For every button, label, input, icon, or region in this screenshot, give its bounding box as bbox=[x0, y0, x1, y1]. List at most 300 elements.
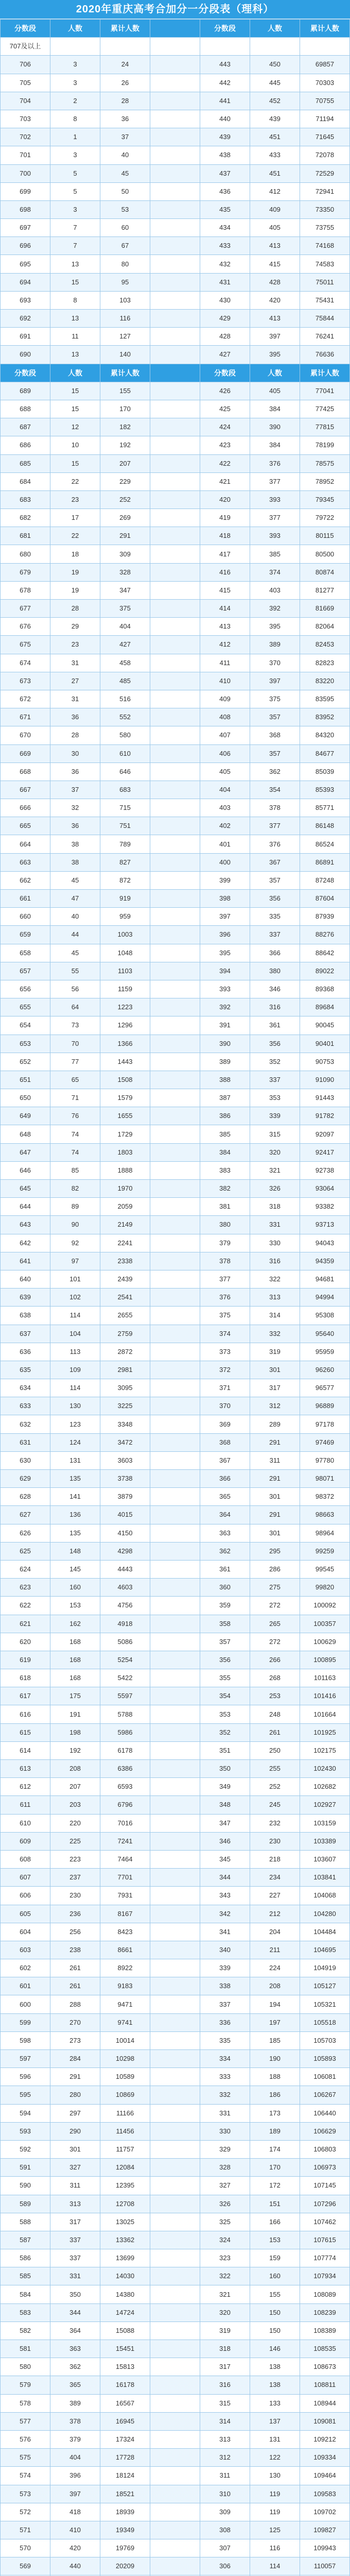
cell-cumulative-right bbox=[300, 38, 350, 56]
cell-count: 15 bbox=[50, 454, 100, 472]
cell-score-range-right: 340 bbox=[200, 1941, 250, 1959]
cell-count: 363 bbox=[50, 2340, 100, 2358]
table-row bbox=[1, 962, 350, 980]
cell-cumulative: 53 bbox=[100, 200, 150, 218]
cell-cumulative: 458 bbox=[100, 654, 150, 672]
cell-score-range: 637 bbox=[1, 1325, 50, 1343]
cell-count-right: 265 bbox=[250, 1615, 300, 1633]
cell-cumulative-right: 109583 bbox=[300, 2485, 350, 2503]
cell-score-range: 643 bbox=[1, 1216, 50, 1234]
cell-score-range: 602 bbox=[1, 1959, 50, 1977]
cell-cumulative: 16567 bbox=[100, 2394, 150, 2412]
cell-score-range-right: 386 bbox=[200, 1107, 250, 1125]
cell-spacer bbox=[150, 2177, 200, 2195]
cell-count-right: 133 bbox=[250, 2394, 300, 2412]
cell-cumulative: 14724 bbox=[100, 2303, 150, 2321]
cell-count-right: 393 bbox=[250, 527, 300, 545]
cell-score-range-right: 310 bbox=[200, 2485, 250, 2503]
cell-score-range: 697 bbox=[1, 219, 50, 237]
cell-count-right: 119 bbox=[250, 2485, 300, 2503]
cell-score-range-right: 357 bbox=[200, 1633, 250, 1651]
table-row bbox=[1, 1687, 350, 1705]
cell-cumulative: 15088 bbox=[100, 2321, 150, 2340]
cell-score-range: 670 bbox=[1, 726, 50, 744]
cell-spacer bbox=[150, 1107, 200, 1125]
cell-score-range: 628 bbox=[1, 1488, 50, 1506]
table-body bbox=[1, 38, 350, 2576]
cell-spacer bbox=[150, 472, 200, 490]
cell-score-range: 623 bbox=[1, 1579, 50, 1597]
cell-count-right: 405 bbox=[250, 382, 300, 400]
table-row bbox=[1, 2249, 350, 2267]
cell-count: 38 bbox=[50, 853, 100, 871]
table-row bbox=[1, 2557, 350, 2575]
cell-count: 404 bbox=[50, 2449, 100, 2467]
page-title: 2020年重庆高考合加分一分段表（理科） bbox=[0, 0, 350, 19]
cell-score-range: 603 bbox=[1, 1941, 50, 1959]
table-row bbox=[1, 2449, 350, 2467]
cell-score-range-right: 429 bbox=[200, 310, 250, 328]
cell-count: 36 bbox=[50, 762, 100, 781]
table-row bbox=[1, 1488, 350, 1506]
cell-count: 236 bbox=[50, 1905, 100, 1923]
table-row bbox=[1, 1470, 350, 1488]
cell-cumulative-right: 91782 bbox=[300, 1107, 350, 1125]
cell-cumulative-right: 78199 bbox=[300, 436, 350, 454]
cell-score-range-right: 323 bbox=[200, 2249, 250, 2267]
cell-count: 40 bbox=[50, 908, 100, 926]
cell-score-range: 636 bbox=[1, 1343, 50, 1361]
cell-score-range: 588 bbox=[1, 2213, 50, 2231]
table-row bbox=[1, 110, 350, 128]
cell-count-right: 433 bbox=[250, 146, 300, 164]
cell-count: 36 bbox=[50, 817, 100, 835]
cell-cumulative-right: 91443 bbox=[300, 1089, 350, 1107]
cell-count: 104 bbox=[50, 1325, 100, 1343]
cell-cumulative: 309 bbox=[100, 545, 150, 563]
cell-cumulative: 17324 bbox=[100, 2430, 150, 2448]
cell-cumulative: 2338 bbox=[100, 1252, 150, 1270]
cell-spacer bbox=[150, 400, 200, 418]
cell-count-right: 375 bbox=[250, 690, 300, 708]
cell-cumulative: 919 bbox=[100, 890, 150, 908]
cell-count: 207 bbox=[50, 1778, 100, 1796]
cell-cumulative-right: 73755 bbox=[300, 219, 350, 237]
cell-spacer bbox=[150, 835, 200, 853]
cell-cumulative-right: 100629 bbox=[300, 1633, 350, 1651]
cell-cumulative: 16178 bbox=[100, 2376, 150, 2394]
cell-count-right: 150 bbox=[250, 2321, 300, 2340]
cell-score-range-right: 358 bbox=[200, 1615, 250, 1633]
cell-score-range-right: 349 bbox=[200, 1778, 250, 1796]
cell-spacer bbox=[150, 998, 200, 1016]
cell-count-right: 390 bbox=[250, 418, 300, 436]
cell-count-right: 339 bbox=[250, 1107, 300, 1125]
cell-score-range: 629 bbox=[1, 1470, 50, 1488]
cell-score-range-right: 362 bbox=[200, 1542, 250, 1560]
cell-count: 337 bbox=[50, 2249, 100, 2267]
cell-count: 317 bbox=[50, 2213, 100, 2231]
cell-spacer bbox=[150, 310, 200, 328]
cell-cumulative: 4150 bbox=[100, 1524, 150, 1542]
cell-score-range-right: 309 bbox=[200, 2503, 250, 2521]
cell-score-range: 582 bbox=[1, 2321, 50, 2340]
cell-spacer bbox=[150, 890, 200, 908]
table-row bbox=[1, 1741, 350, 1759]
cell-score-range-right: 307 bbox=[200, 2539, 250, 2557]
cell-count-right: 393 bbox=[250, 490, 300, 509]
cell-cumulative-right: 102430 bbox=[300, 1760, 350, 1778]
cell-spacer bbox=[150, 1307, 200, 1325]
cell-count-right: 146 bbox=[250, 2340, 300, 2358]
table-row bbox=[1, 1597, 350, 1615]
cell-spacer bbox=[150, 2140, 200, 2158]
cell-score-range-right: 411 bbox=[200, 654, 250, 672]
cell-score-range: 578 bbox=[1, 2394, 50, 2412]
cell-score-range: 696 bbox=[1, 237, 50, 255]
cell-score-range-right: 分数段 bbox=[200, 364, 250, 382]
cell-score-range: 677 bbox=[1, 600, 50, 618]
cell-spacer bbox=[150, 1053, 200, 1071]
cell-score-range-right: 422 bbox=[200, 454, 250, 472]
cell-spacer bbox=[150, 1433, 200, 1451]
cell-count-right: 131 bbox=[250, 2430, 300, 2448]
cell-score-range-right: 412 bbox=[200, 636, 250, 654]
cell-count-right: 357 bbox=[250, 744, 300, 762]
cell-count: 29 bbox=[50, 618, 100, 636]
cell-cumulative: 3095 bbox=[100, 1379, 150, 1397]
cell-count: 8 bbox=[50, 291, 100, 309]
table-row bbox=[1, 581, 350, 599]
cell-score-range-right: 360 bbox=[200, 1579, 250, 1597]
cell-cumulative-right: 96260 bbox=[300, 1361, 350, 1379]
cell-score-range: 650 bbox=[1, 1089, 50, 1107]
cell-spacer bbox=[150, 1923, 200, 1941]
cell-spacer bbox=[150, 38, 200, 56]
cell-score-range: 674 bbox=[1, 654, 50, 672]
cell-spacer bbox=[150, 618, 200, 636]
cell-cumulative-right: 109334 bbox=[300, 2449, 350, 2467]
cell-cumulative: 140 bbox=[100, 346, 150, 364]
table-row bbox=[1, 418, 350, 436]
table-row bbox=[1, 853, 350, 871]
cell-cumulative-right: 87248 bbox=[300, 871, 350, 889]
table-row bbox=[1, 2267, 350, 2285]
cell-count-right: 301 bbox=[250, 1524, 300, 1542]
cell-score-range-right: 378 bbox=[200, 1252, 250, 1270]
table-row bbox=[1, 1198, 350, 1216]
cell-score-range-right: 381 bbox=[200, 1198, 250, 1216]
cell-cumulative-right: 90401 bbox=[300, 1035, 350, 1053]
cell-spacer bbox=[150, 2449, 200, 2467]
cell-count: 3 bbox=[50, 56, 100, 74]
table-row bbox=[1, 1307, 350, 1325]
cell-score-range: 601 bbox=[1, 1977, 50, 1995]
cell-cumulative-right: 98372 bbox=[300, 1488, 350, 1506]
cell-score-range-right: 376 bbox=[200, 1289, 250, 1307]
cell-cumulative: 18521 bbox=[100, 2485, 150, 2503]
cell-spacer bbox=[150, 962, 200, 980]
cell-count: 3 bbox=[50, 200, 100, 218]
cell-cumulative: 1003 bbox=[100, 926, 150, 944]
cell-cumulative-right: 79345 bbox=[300, 490, 350, 509]
cell-score-range-right: 403 bbox=[200, 799, 250, 817]
table-row bbox=[1, 708, 350, 726]
cell-score-range: 572 bbox=[1, 2503, 50, 2521]
cell-count-right: 173 bbox=[250, 2104, 300, 2122]
cell-cumulative: 552 bbox=[100, 708, 150, 726]
cell-score-range: 632 bbox=[1, 1415, 50, 1433]
cell-score-range-right: 373 bbox=[200, 1343, 250, 1361]
cell-score-range-right: 319 bbox=[200, 2321, 250, 2340]
cell-score-range-right: 414 bbox=[200, 600, 250, 618]
cell-cumulative-right: 92417 bbox=[300, 1143, 350, 1161]
cell-count: 82 bbox=[50, 1180, 100, 1198]
cell-count-right: 315 bbox=[250, 1125, 300, 1143]
cell-cumulative-right: 90045 bbox=[300, 1016, 350, 1035]
cell-cumulative-right: 98071 bbox=[300, 1470, 350, 1488]
cell-score-range: 608 bbox=[1, 1850, 50, 1868]
cell-count-right: 320 bbox=[250, 1143, 300, 1161]
cell-count: 11 bbox=[50, 328, 100, 346]
table-row bbox=[1, 1669, 350, 1687]
cell-spacer bbox=[150, 1125, 200, 1143]
cell-spacer bbox=[150, 1542, 200, 1560]
cell-spacer bbox=[150, 1705, 200, 1723]
cell-spacer bbox=[150, 219, 200, 237]
table-row bbox=[1, 2086, 350, 2104]
cell-cumulative: 13025 bbox=[100, 2213, 150, 2231]
cell-cumulative-right: 95308 bbox=[300, 1307, 350, 1325]
cell-cumulative-right: 92097 bbox=[300, 1125, 350, 1143]
cell-spacer bbox=[150, 2321, 200, 2340]
cell-score-range-right: 423 bbox=[200, 436, 250, 454]
cell-count-right: 353 bbox=[250, 1089, 300, 1107]
cell-cumulative: 11757 bbox=[100, 2140, 150, 2158]
cell-cumulative-right: 102682 bbox=[300, 1778, 350, 1796]
cell-score-range: 642 bbox=[1, 1234, 50, 1252]
cell-cumulative-right: 76636 bbox=[300, 346, 350, 364]
cell-spacer bbox=[150, 92, 200, 110]
cell-cumulative-right: 累计人数 bbox=[300, 364, 350, 382]
cell-score-range: 606 bbox=[1, 1887, 50, 1905]
cell-spacer bbox=[150, 581, 200, 599]
cell-score-range-right: 421 bbox=[200, 472, 250, 490]
cell-cumulative-right: 72078 bbox=[300, 146, 350, 164]
cell-cumulative: 2872 bbox=[100, 1343, 150, 1361]
cell-count: 440 bbox=[50, 2557, 100, 2575]
table-row bbox=[1, 817, 350, 835]
cell-cumulative: 1729 bbox=[100, 1125, 150, 1143]
cell-spacer bbox=[150, 1035, 200, 1053]
cell-count-right: 380 bbox=[250, 962, 300, 980]
cell-score-range: 638 bbox=[1, 1307, 50, 1325]
table-row bbox=[1, 2467, 350, 2485]
table-row bbox=[1, 2412, 350, 2430]
cell-score-range: 695 bbox=[1, 255, 50, 273]
cell-cumulative: 1443 bbox=[100, 1053, 150, 1071]
cell-score-range: 591 bbox=[1, 2159, 50, 2177]
cell-score-range: 589 bbox=[1, 2195, 50, 2213]
cell-score-range-right: 314 bbox=[200, 2412, 250, 2430]
cell-count-right: 224 bbox=[250, 1959, 300, 1977]
cell-count-right: 232 bbox=[250, 1814, 300, 1832]
cell-score-range-right: 336 bbox=[200, 2013, 250, 2031]
table-row bbox=[1, 1959, 350, 1977]
cell-count-right: 377 bbox=[250, 509, 300, 527]
cell-score-range-right: 308 bbox=[200, 2521, 250, 2539]
cell-cumulative: 404 bbox=[100, 618, 150, 636]
cell-spacer bbox=[150, 1143, 200, 1161]
cell-score-range: 614 bbox=[1, 1741, 50, 1759]
table-row bbox=[1, 1905, 350, 1923]
cell-cumulative: 24 bbox=[100, 56, 150, 74]
cell-spacer bbox=[150, 56, 200, 74]
cell-score-range-right: 397 bbox=[200, 908, 250, 926]
cell-score-range: 600 bbox=[1, 1995, 50, 2013]
cell-count: 313 bbox=[50, 2195, 100, 2213]
cell-spacer bbox=[150, 1451, 200, 1469]
cell-cumulative-right: 101163 bbox=[300, 1669, 350, 1687]
cell-spacer bbox=[150, 2159, 200, 2177]
cell-count: 364 bbox=[50, 2321, 100, 2340]
cell-cumulative-right: 90753 bbox=[300, 1053, 350, 1071]
cell-score-range-right: 354 bbox=[200, 1687, 250, 1705]
cell-score-range-right: 440 bbox=[200, 110, 250, 128]
cell-cumulative-right: 95959 bbox=[300, 1343, 350, 1361]
table-row bbox=[1, 1125, 350, 1143]
cell-cumulative: 229 bbox=[100, 472, 150, 490]
cell-count-right: 137 bbox=[250, 2412, 300, 2430]
cell-count-right: 316 bbox=[250, 998, 300, 1016]
cell-cumulative: 4443 bbox=[100, 1560, 150, 1578]
table-row bbox=[1, 2195, 350, 2213]
cell-spacer bbox=[150, 1415, 200, 1433]
cell-cumulative-right: 107145 bbox=[300, 2177, 350, 2195]
cell-cumulative: 872 bbox=[100, 871, 150, 889]
cell-score-range-right: 390 bbox=[200, 1035, 250, 1053]
cell-count: 44 bbox=[50, 926, 100, 944]
cell-score-range: 617 bbox=[1, 1687, 50, 1705]
cell-spacer bbox=[150, 255, 200, 273]
cell-score-range: 646 bbox=[1, 1161, 50, 1179]
cell-spacer bbox=[150, 2485, 200, 2503]
cell-count: 378 bbox=[50, 2412, 100, 2430]
cell-count: 350 bbox=[50, 2285, 100, 2303]
cell-score-range-right: 410 bbox=[200, 672, 250, 690]
cell-cumulative-right: 72941 bbox=[300, 182, 350, 200]
cell-cumulative: 5086 bbox=[100, 1633, 150, 1651]
cell-cumulative: 80 bbox=[100, 255, 150, 273]
cell-cumulative-right: 82064 bbox=[300, 618, 350, 636]
cell-count: 168 bbox=[50, 1669, 100, 1687]
cell-cumulative-right: 109943 bbox=[300, 2539, 350, 2557]
cell-count-right: 352 bbox=[250, 1053, 300, 1071]
cell-count: 418 bbox=[50, 2503, 100, 2521]
cell-count: 135 bbox=[50, 1524, 100, 1542]
cell-cumulative-right: 110057 bbox=[300, 2557, 350, 2575]
cell-spacer bbox=[150, 2031, 200, 2049]
cell-score-range-right: 369 bbox=[200, 1415, 250, 1433]
cell-spacer bbox=[150, 2213, 200, 2231]
cell-cumulative-right: 89022 bbox=[300, 962, 350, 980]
cell-cumulative-right: 75844 bbox=[300, 310, 350, 328]
cell-cumulative-right: 108535 bbox=[300, 2340, 350, 2358]
cell-score-range-right: 317 bbox=[200, 2358, 250, 2376]
cell-spacer bbox=[150, 690, 200, 708]
table-row bbox=[1, 273, 350, 291]
cell-count: 15 bbox=[50, 400, 100, 418]
cell-count: 203 bbox=[50, 1796, 100, 1814]
cell-score-range-right: 387 bbox=[200, 1089, 250, 1107]
cell-spacer bbox=[150, 1869, 200, 1887]
cell-cumulative-right: 83952 bbox=[300, 708, 350, 726]
cell-cumulative-right: 105518 bbox=[300, 2013, 350, 2031]
cell-score-range: 685 bbox=[1, 454, 50, 472]
cell-count: 420 bbox=[50, 2539, 100, 2557]
cell-score-range: 663 bbox=[1, 853, 50, 871]
cell-cumulative-right: 75011 bbox=[300, 273, 350, 291]
cell-cumulative-right: 96889 bbox=[300, 1397, 350, 1415]
cell-count: 37 bbox=[50, 781, 100, 799]
table-row bbox=[1, 182, 350, 200]
cell-spacer bbox=[150, 871, 200, 889]
cell-score-range-right: 433 bbox=[200, 237, 250, 255]
cell-spacer bbox=[150, 1814, 200, 1832]
table-row bbox=[1, 944, 350, 962]
cell-spacer bbox=[150, 418, 200, 436]
cell-count: 70 bbox=[50, 1035, 100, 1053]
cell-spacer bbox=[150, 708, 200, 726]
cell-score-range-right: 432 bbox=[200, 255, 250, 273]
cell-count: 109 bbox=[50, 1361, 100, 1379]
cell-cumulative-right: 101664 bbox=[300, 1705, 350, 1723]
cell-score-range-right: 321 bbox=[200, 2285, 250, 2303]
cell-count: 8 bbox=[50, 110, 100, 128]
cell-count-right: 125 bbox=[250, 2521, 300, 2539]
cell-count-right: 367 bbox=[250, 853, 300, 871]
cell-count: 256 bbox=[50, 1923, 100, 1941]
cell-score-range: 599 bbox=[1, 2013, 50, 2031]
cell-score-range-right: 394 bbox=[200, 962, 250, 980]
cell-cumulative-right: 76241 bbox=[300, 328, 350, 346]
table-row bbox=[1, 1524, 350, 1542]
cell-count-right: 272 bbox=[250, 1633, 300, 1651]
cell-cumulative: 4603 bbox=[100, 1579, 150, 1597]
cell-count: 148 bbox=[50, 1542, 100, 1560]
cell-score-range-right: 430 bbox=[200, 291, 250, 309]
cell-count: 30 bbox=[50, 744, 100, 762]
cell-spacer bbox=[150, 364, 200, 382]
table-row bbox=[1, 1107, 350, 1125]
cell-score-range: 604 bbox=[1, 1923, 50, 1941]
cell-score-range-right: 436 bbox=[200, 182, 250, 200]
cell-cumulative: 4298 bbox=[100, 1542, 150, 1560]
cell-score-range-right bbox=[200, 38, 250, 56]
cell-score-range: 688 bbox=[1, 400, 50, 418]
table-row bbox=[1, 1651, 350, 1669]
cell-cumulative: 6178 bbox=[100, 1741, 150, 1759]
cell-count: 273 bbox=[50, 2031, 100, 2049]
cell-count: 73 bbox=[50, 1016, 100, 1035]
cell-cumulative: 2759 bbox=[100, 1325, 150, 1343]
cell-cumulative: 18939 bbox=[100, 2503, 150, 2521]
cell-cumulative-right: 71194 bbox=[300, 110, 350, 128]
table-row bbox=[1, 1252, 350, 1270]
cell-cumulative-right: 94043 bbox=[300, 1234, 350, 1252]
cell-count: 290 bbox=[50, 2122, 100, 2140]
cell-cumulative: 1048 bbox=[100, 944, 150, 962]
